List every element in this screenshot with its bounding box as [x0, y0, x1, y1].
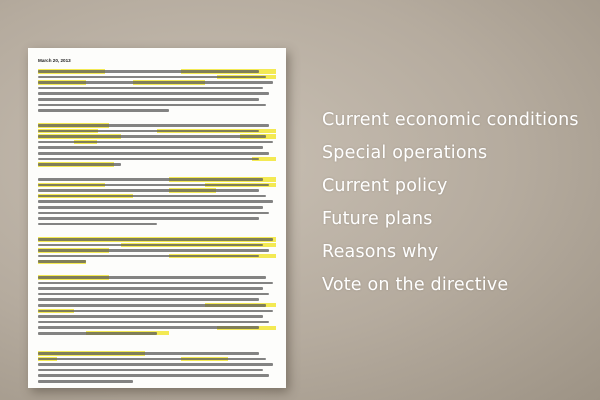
text-line — [38, 81, 273, 84]
text-line — [38, 380, 133, 383]
text-line — [38, 287, 263, 290]
text-line — [38, 87, 263, 90]
text-line — [38, 130, 259, 133]
text-line — [38, 352, 259, 355]
text-line — [38, 76, 266, 79]
topic-item: Special operations — [322, 143, 488, 163]
topic-list — [322, 104, 592, 302]
text-line — [38, 158, 259, 161]
text-line — [38, 92, 269, 95]
topic-item: Vote on the directive — [322, 275, 509, 295]
text-line — [38, 200, 273, 203]
text-line — [38, 293, 269, 296]
text-line — [38, 321, 269, 324]
text-line — [38, 304, 266, 307]
text-line — [38, 70, 259, 73]
text-line — [38, 298, 259, 301]
text-line — [38, 369, 263, 372]
text-line — [38, 184, 269, 187]
topic-item: Reasons why — [322, 242, 439, 262]
text-line — [38, 152, 269, 155]
topic-item: Current economic conditions — [322, 110, 579, 130]
text-line — [38, 206, 263, 209]
text-line — [38, 163, 121, 166]
text-line — [38, 358, 266, 361]
text-line — [38, 276, 266, 279]
text-line — [38, 146, 263, 149]
text-line — [38, 178, 263, 181]
text-line — [38, 255, 259, 258]
text-line — [38, 141, 273, 144]
text-line — [38, 282, 273, 285]
text-line — [38, 315, 263, 318]
text-line — [38, 217, 259, 220]
text-line — [38, 326, 259, 329]
text-line — [38, 212, 269, 215]
text-line — [38, 189, 259, 192]
text-line — [38, 310, 273, 313]
text-line — [38, 238, 273, 241]
text-line — [38, 244, 263, 247]
text-line — [38, 249, 269, 252]
text-line — [38, 109, 169, 112]
fomc-statement-document — [28, 48, 286, 388]
text-line — [38, 260, 86, 263]
text-line — [38, 195, 266, 198]
text-line — [38, 135, 266, 138]
text-line — [38, 332, 157, 335]
text-line — [38, 363, 273, 366]
text-line — [38, 223, 157, 226]
topic-item: Current policy — [322, 176, 448, 196]
text-line — [38, 374, 269, 377]
document-date: March 20, 2013 — [38, 58, 71, 63]
text-line — [38, 98, 259, 101]
topic-item: Future plans — [322, 209, 433, 229]
text-line — [38, 104, 266, 107]
text-line — [38, 124, 269, 127]
